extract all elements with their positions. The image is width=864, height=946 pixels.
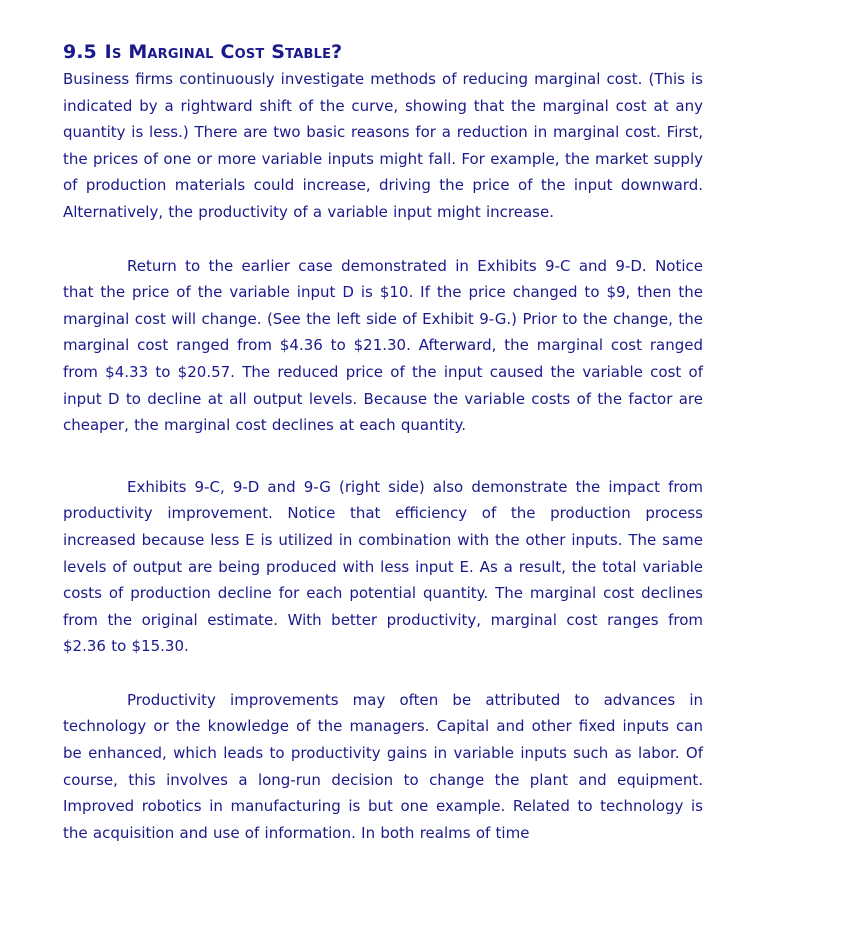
paragraph-spacer — [63, 439, 703, 474]
paragraph-1: Business firms continuously investigate methods of reducing marginal cost. (This is indicated by a rightward shift of the curve, showing that the marginal cost at any quantity is less.) There are two basic reasons for a reduction in marginal cost. First, the prices of one or more variable inputs might fall. For example, the market supply of production materials could increase, driving the price of the input downward. Alternatively, the productivity of a variable input might increase. — [63, 70, 703, 221]
paragraph-4: Productivity improvements may often be attributed to advances in technology or the knowledge of the managers. Capital and other fixed inputs can be enhanced, which leads to productivity gains in variable inputs such as labor. Of course, this involves a long-run decision to change the plant and equipment. Improved robotics in manufacturing is but one example. Related to technology is the acquisition and use of information. In both realms of time — [63, 690, 703, 842]
paragraph-spacer — [63, 226, 703, 253]
paragraph-spacer — [63, 660, 703, 687]
section-number: 9.5 — [63, 41, 97, 63]
section-title: Is Marginal Cost Stable? — [104, 41, 343, 63]
document-page — [63, 40, 703, 846]
paragraph-3: Exhibits 9-C, 9-D and 9-G (right side) also demonstrate the impact from productivity improvement. Notice that efficiency of the production process increased because less E is utilized in combination with the other inputs. The same levels of output are being produced with less input E. As a result, the total variable costs of production decline for each potential quantity. The marginal cost declines from the original estimate. With better productivity, marginal cost ranges from $2.36 to $15.30. — [63, 477, 703, 656]
paragraph-2: Return to the earlier case demonstrated in Exhibits 9-C and 9-D. Notice that the price of the variable input D is $10. If the price changed to $9, then the marginal cost will change. (See the left side of Exhibit 9-G.) Prior to the change, the marginal cost ranged from $4.36 to $21.30. Afterward, the marginal cost ranged from $4.33 to $20.57. The reduced price of the input caused the variable cost of input D to decline at all output levels. Because the variable costs of the factor are cheaper, the marginal cost declines at each quantity. — [63, 256, 703, 435]
section-heading — [63, 40, 703, 66]
